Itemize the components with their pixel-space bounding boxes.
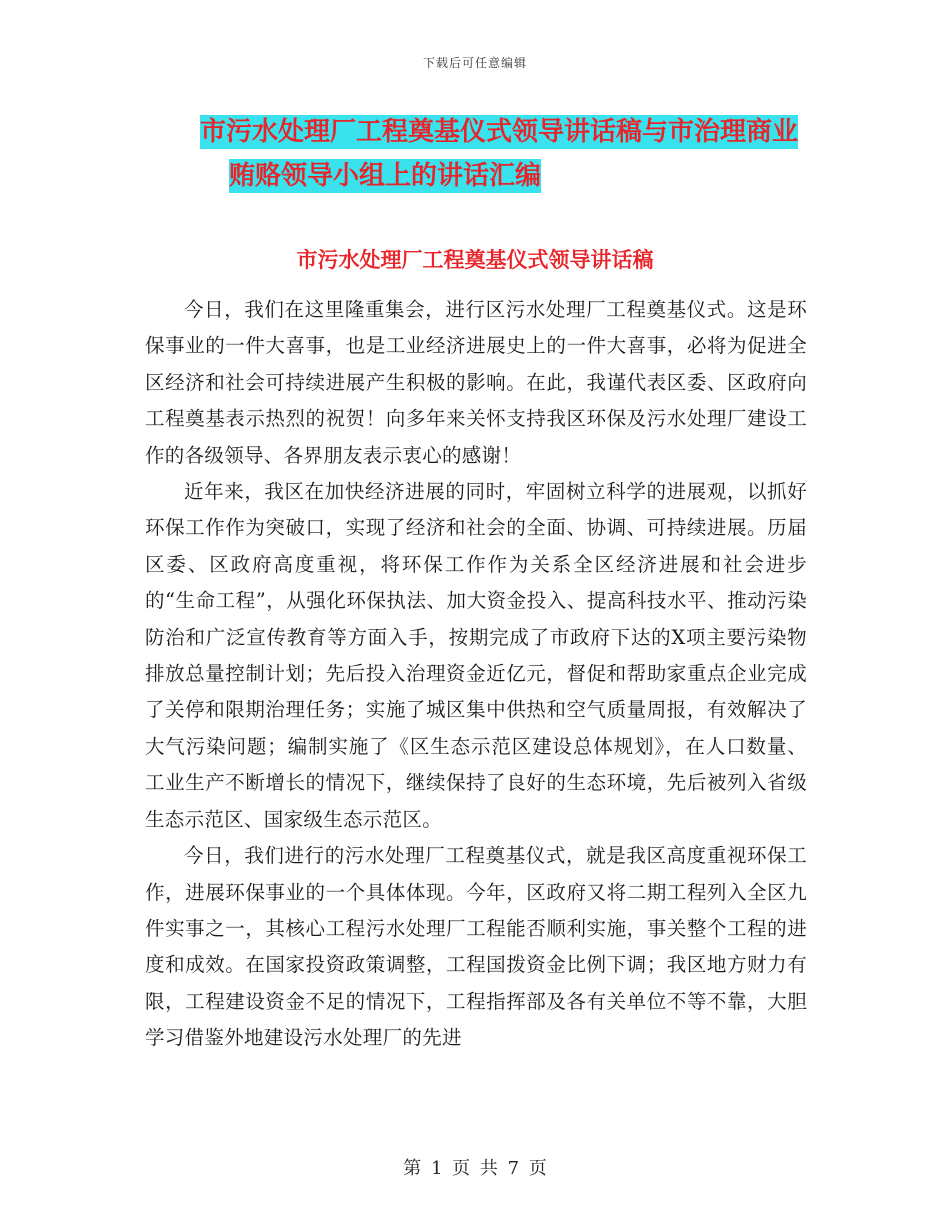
title-line-2-text: 贿赂领导小组上的讲话汇编 <box>228 161 541 191</box>
section-title: 市污水处理厂工程奠基仪式领导讲话稿 <box>296 248 654 272</box>
document-title-line-1 <box>0 110 950 154</box>
title-line-1-text: 市污水处理厂工程奠基仪式领导讲话稿与市治理商业 <box>199 117 798 147</box>
document-body <box>145 292 807 1057</box>
body-paragraph: 今日，我们进行的污水处理厂工程奠基仪式，就是我区高度重视环保工作，进展环保事业的一个具体体现。今年，区政府又将二期工程列入全区九件实事之一，其核心工程污水处理厂工程能否顺利实施，事关整个工程的进度和成效。在国家投资政策调整，工程国拨资金比例下调；我区地方财力有限，工程建设资金不足的情况下，工程指挥部及各有关单位不等不靠，大胆学习借鉴外地建设污水处理厂的先进 <box>145 844 807 1050</box>
document-title-line-2 <box>0 154 950 198</box>
header-note: 下载后可任意编辑 <box>422 56 527 70</box>
page-number-footer: 第 1 页 共 7 页 <box>403 1158 547 1179</box>
body-paragraph: 今日，我们在这里隆重集会，进行区污水处理厂工程奠基仪式。这是环保事业的一件大喜事，也是工业经济进展史上的一件大喜事，必将为促进全区经济和社会可持续进展产生积极的影响。在此，我谨代表区委、区政府向工程奠基表示热烈的祝贺！向多年来关怀支持我区环保及污水处理厂建设工作的各级领导、各界朋友表示衷心的感谢！ <box>145 298 807 467</box>
document-title <box>0 110 950 198</box>
body-paragraph: 近年来，我区在加快经济进展的同时，牢固树立科学的进展观，以抓好环保工作作为突破口，实现了经济和社会的全面、协调、可持续进展。历届区委、区政府高度重视，将环保工作作为关系全区经济进展和社会进步的“生命工程”，从强化环保执法、加大资金投入、提高科技水平、推动污染防治和广泛宣传教育等方面入手，按期完成了市政府下达的X项主要污染物排放总量控制计划；先后投入治理资金近亿元，督促和帮助家重点企业完成了关停和限期治理任务；实施了城区集中供热和空气质量周报，有效解决了大气污染问题；编制实施了《区生态示范区建设总体规划》，在人口数量、工业生产不断增长的情况下，继续保持了良好的生态环境，先后被列入省级生态示范区、国家级生态示范区。 <box>145 480 807 831</box>
